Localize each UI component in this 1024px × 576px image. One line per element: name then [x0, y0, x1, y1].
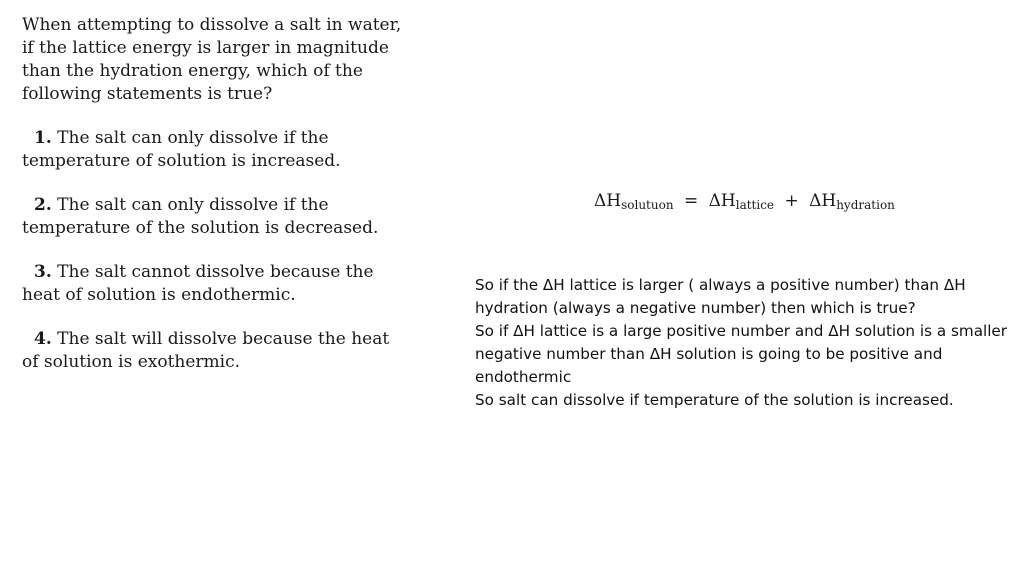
hydration-subscript: hydration: [836, 198, 895, 212]
option-number: 2.: [34, 195, 52, 215]
option-1: [22, 127, 404, 173]
option-text: The salt can only dissolve if the temperature of the solution is decreased.: [22, 195, 379, 238]
option-text: The salt cannot dissolve because the heat of solution is endothermic.: [22, 262, 374, 305]
lattice-symbol: ΔH: [708, 191, 736, 211]
equals-sign: =: [683, 191, 699, 211]
option-number: 1.: [34, 128, 52, 148]
explanation-notes: [475, 274, 1020, 412]
option-4: [22, 328, 404, 374]
lhs-subscript: solutuon: [621, 198, 674, 212]
question-stem: When attempting to dissolve a salt in water, if the lattice energy is larger in magnitude than the hydration energy, which of the following statements is true?: [22, 15, 402, 104]
lattice-subscript: lattice: [735, 198, 775, 212]
note-line-1: So if the ΔH lattice is larger ( always a positive number) than ΔH hydration (always a negative number) then which is true?: [475, 276, 966, 317]
option-3: [22, 261, 404, 307]
note-line-2: So if ΔH lattice is a large positive number and ΔH solution is a smaller negative number than ΔH solution is going to be positive and endothermic: [475, 322, 1008, 386]
note-line-3: So salt can dissolve if temperature of the solution is increased.: [475, 391, 954, 409]
lhs-symbol: ΔH: [594, 191, 622, 211]
hydration-symbol: ΔH: [809, 191, 837, 211]
question-block: [22, 14, 404, 395]
option-number: 4.: [34, 329, 52, 349]
option-number: 3.: [34, 262, 52, 282]
plus-sign: +: [784, 191, 799, 211]
option-2: [22, 194, 404, 240]
enthalpy-equation: [594, 191, 895, 212]
option-text: The salt will dissolve because the heat of solution is exothermic.: [22, 329, 390, 372]
option-text: The salt can only dissolve if the temperature of solution is increased.: [22, 128, 341, 171]
